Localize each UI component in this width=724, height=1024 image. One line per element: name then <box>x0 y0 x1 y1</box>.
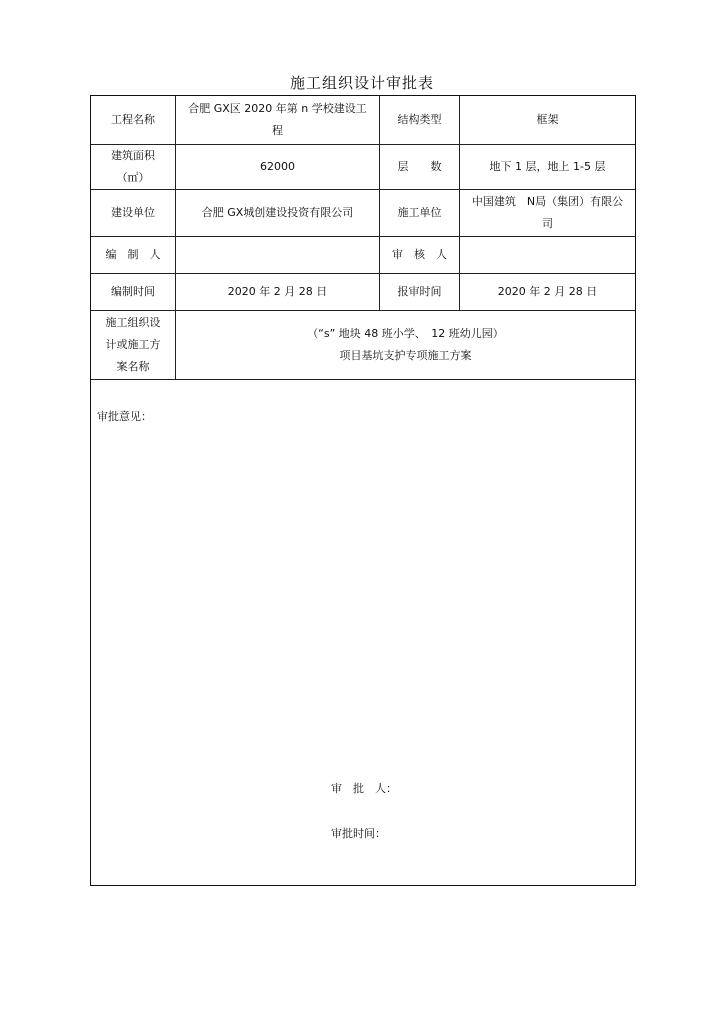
row-area <box>91 145 635 190</box>
compiler-label: 编 制 人 <box>105 248 161 261</box>
owner-unit-label: 建设单位 <box>111 206 155 219</box>
approver-label: 审 批 人： <box>331 782 397 795</box>
building-area-label-line1: 建筑面积 <box>111 149 155 162</box>
project-name-value <box>175 96 379 144</box>
row-units <box>91 190 635 237</box>
contractor-value-line2: 司 <box>541 217 553 230</box>
project-name-line2: 程 <box>271 124 283 137</box>
building-area-value: 62000 <box>175 145 379 189</box>
plan-name-value <box>175 311 635 379</box>
contractor-label: 施工单位 <box>379 190 459 236</box>
project-name-line1: 合肥 GX区 2020 年第 n 学校建设工 <box>188 102 367 115</box>
row-plan <box>91 311 635 380</box>
compile-time-value: 2020 年 2 月 28 日 <box>175 274 379 310</box>
contractor-value-line1: 中国建筑 N局（集团）有限公 <box>471 195 624 208</box>
plan-name-line1: （“s” 地块 48 班小学、 12 班幼儿园） <box>307 327 504 340</box>
building-area-label <box>91 145 175 189</box>
approval-form <box>90 95 636 886</box>
floors-label: 层 数 <box>379 145 459 189</box>
reviewer-value <box>459 237 635 273</box>
building-area-label-line2: （㎡） <box>116 171 150 184</box>
compile-time-label: 编制时间 <box>111 285 155 298</box>
submit-time-label: 报审时间 <box>379 274 459 310</box>
plan-name-label <box>91 311 175 379</box>
plan-name-label-line3: 案名称 <box>116 360 150 373</box>
owner-unit-value: 合肥 GX城创建设投资有限公司 <box>175 190 379 236</box>
approval-opinion-label: 审批意见： <box>97 410 152 423</box>
plan-name-label-line1: 施工组织设 <box>105 316 161 329</box>
row-people <box>91 237 635 274</box>
row-project <box>91 96 635 145</box>
floors-value: 地下 1 层，地上 1-5 层 <box>459 145 635 189</box>
structure-type-value: 框架 <box>459 96 635 144</box>
plan-name-label-line2: 计或施工方 <box>105 338 161 351</box>
approval-time-label: 审批时间： <box>331 827 386 840</box>
reviewer-label: 审 核 人 <box>379 237 459 273</box>
row-dates <box>91 274 635 311</box>
structure-type-label: 结构类型 <box>379 96 459 144</box>
contractor-value <box>459 190 635 236</box>
submit-time-value: 2020 年 2 月 28 日 <box>459 274 635 310</box>
compiler-value <box>175 237 379 273</box>
project-name-label: 工程名称 <box>111 113 155 126</box>
form-title: 施工组织设计审批表 <box>289 74 434 92</box>
plan-name-line2: 项目基坑支护专项施工方案 <box>339 349 472 362</box>
